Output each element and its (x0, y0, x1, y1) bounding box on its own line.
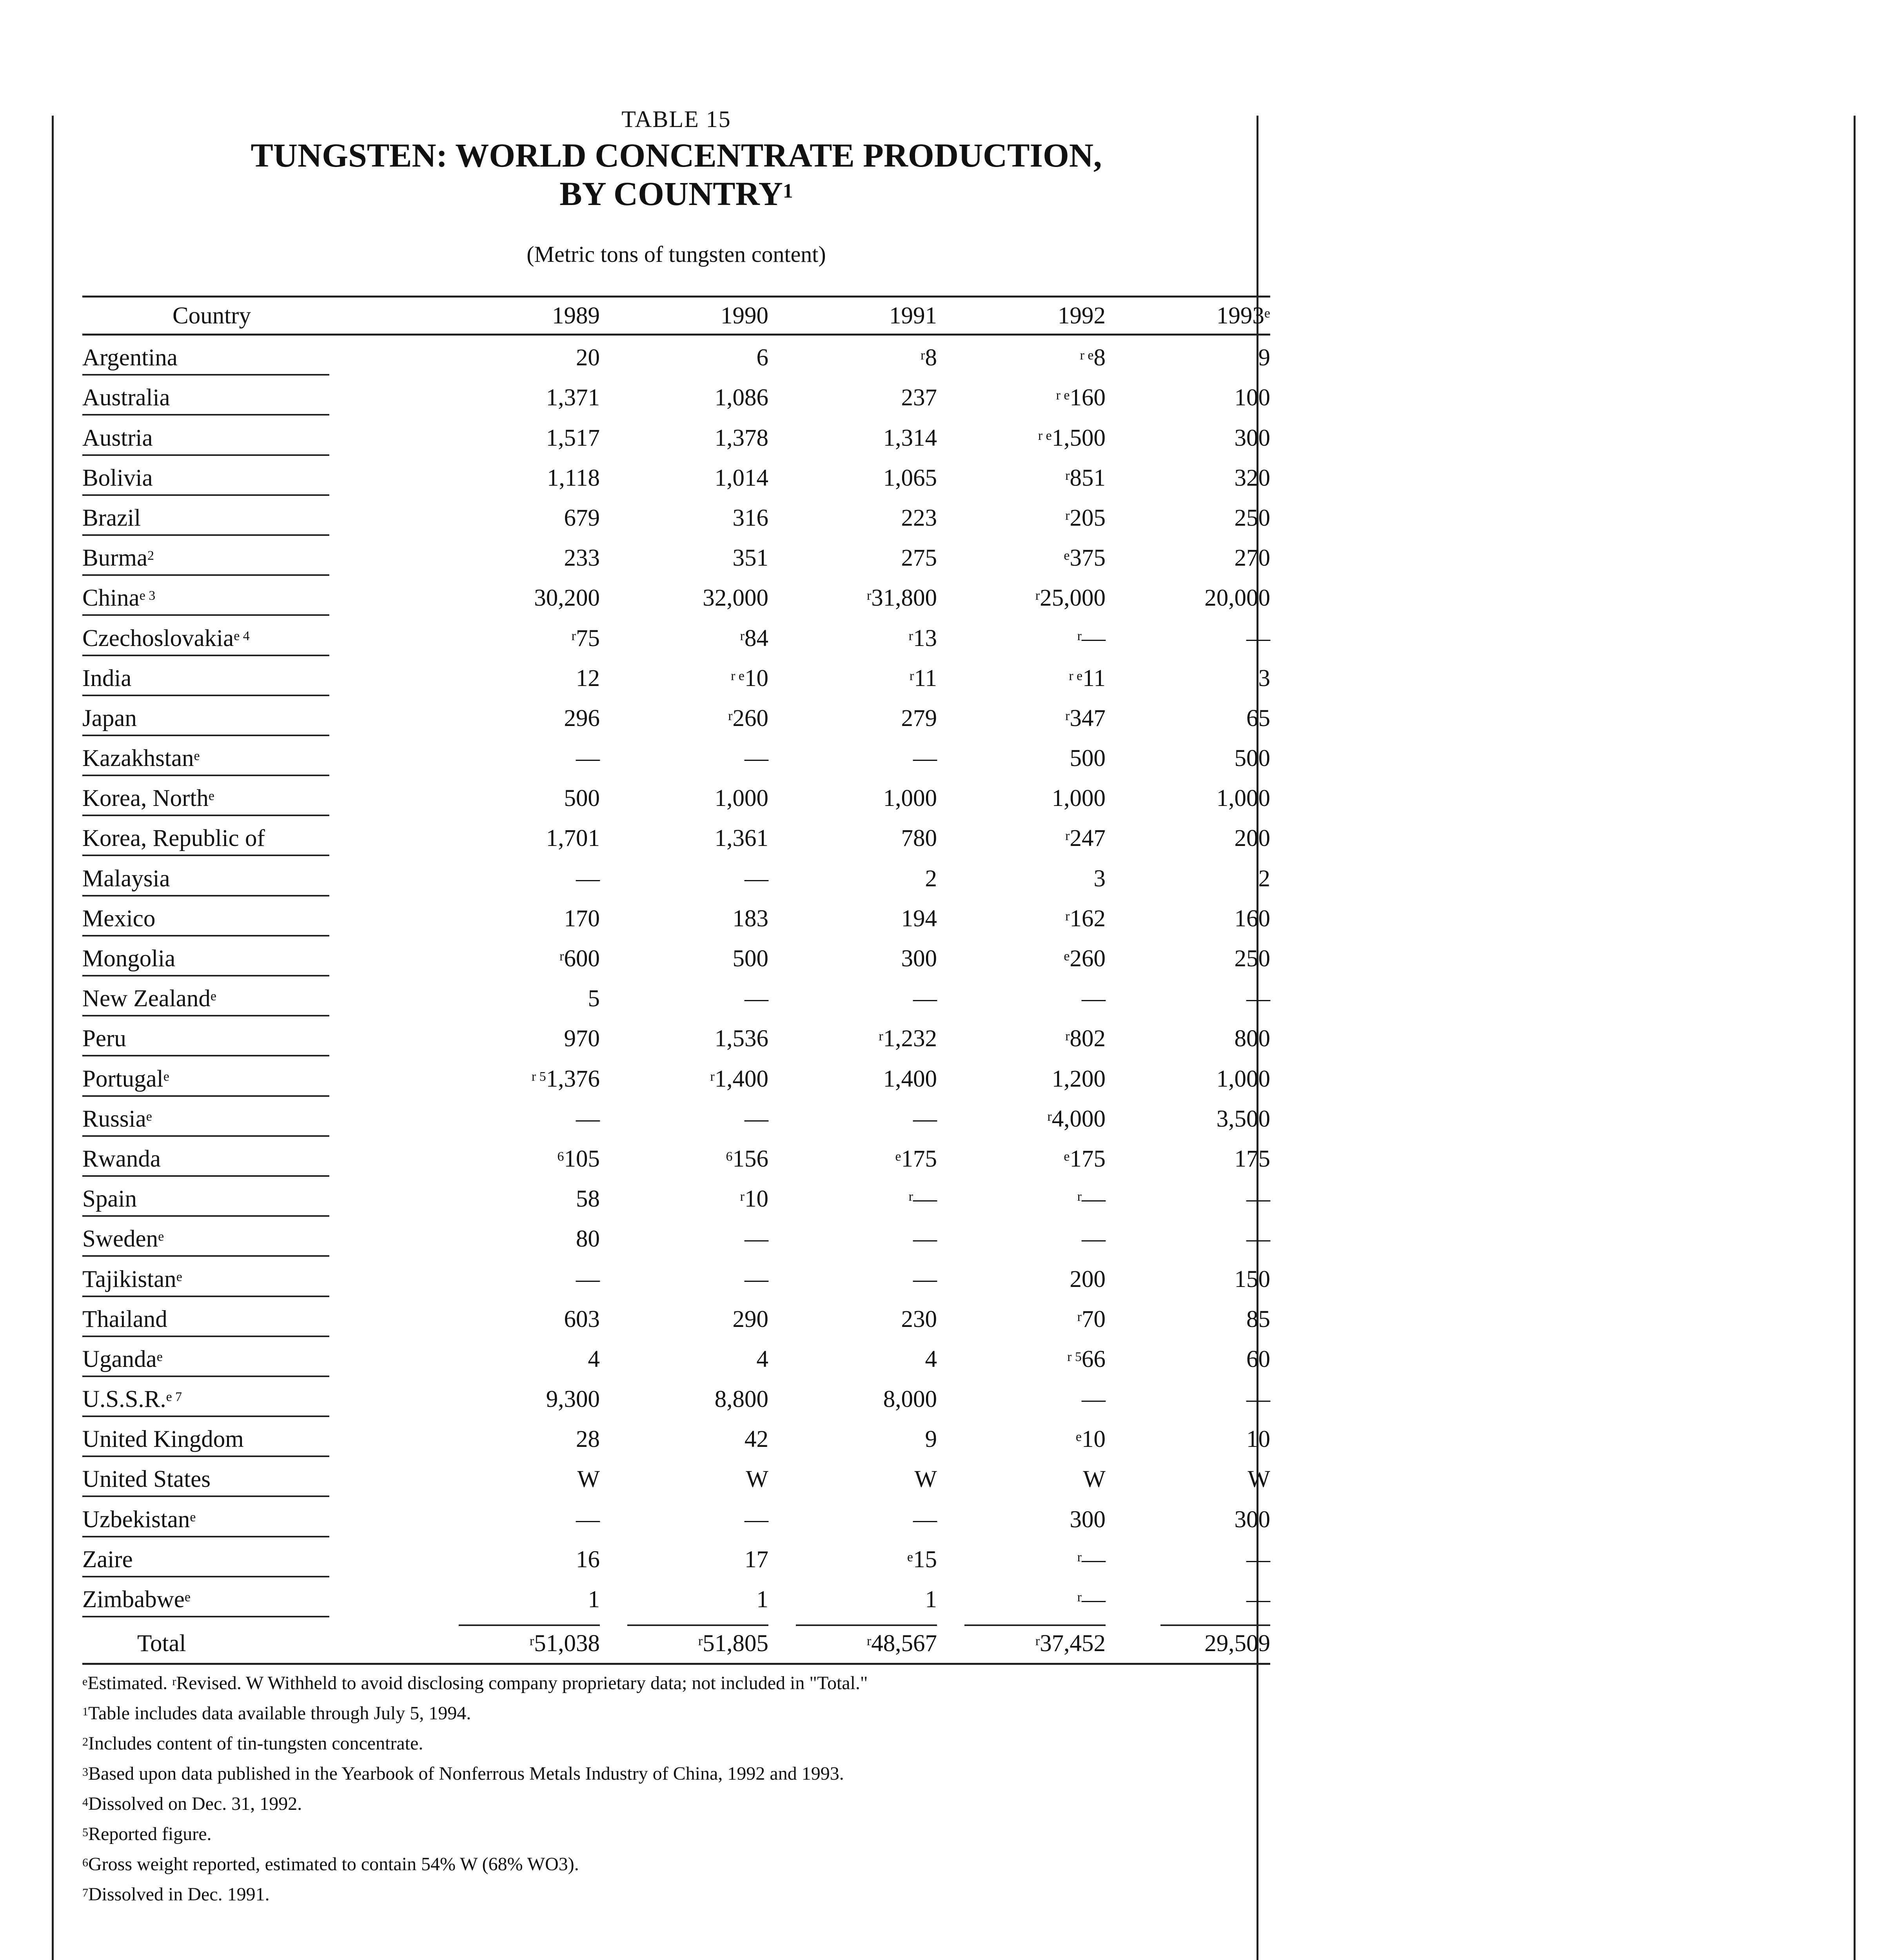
value-cell-1992: $^r$— (1077, 1586, 1106, 1613)
value-cell-1991: 2 (925, 865, 937, 892)
table-row (82, 936, 1270, 976)
value-cell-1989: — (576, 1266, 600, 1292)
value-cell-1991: — (913, 1105, 937, 1132)
value-cell-1993: 85 (1246, 1306, 1270, 1332)
value-cell-1989: $^r$75 (571, 625, 600, 652)
footnote-4: $^4$Dissolved on Dec. 31, 1992. (82, 1793, 302, 1815)
value-cell-1990: 500 (732, 946, 768, 972)
country-cell: Portugal$^e$ (82, 1056, 341, 1096)
value-cell-1993: W (1247, 1466, 1270, 1493)
value-cell-1992: $^r$162 (1065, 905, 1106, 932)
value-cell-1992: W (1083, 1466, 1106, 1493)
value-cell-1993: 800 (1234, 1025, 1270, 1052)
value-cell-1993: — (1246, 1386, 1270, 1413)
value-cell-1992: $^r$205 (1065, 505, 1106, 531)
value-cell-1993: 1,000 (1216, 1065, 1270, 1092)
value-cell-1990: 183 (732, 905, 768, 932)
value-cell-1989: 679 (564, 505, 600, 531)
header-1990: 1990 (627, 297, 796, 335)
value-cell-1989: 170 (564, 905, 600, 932)
value-cell-1992: $^e$175 (1064, 1145, 1106, 1172)
country-cell: New Zealand$^e$ (82, 976, 341, 1016)
table-title-line1: TUNGSTEN: WORLD CONCENTRATE PRODUCTION, (251, 136, 1102, 174)
value-cell-1989: 28 (576, 1426, 600, 1453)
value-cell-1990: $^{r e}$10 (731, 665, 768, 691)
value-cell-1991: W (914, 1466, 937, 1493)
header-country: Country (82, 297, 341, 335)
value-cell-1989: 603 (564, 1306, 600, 1332)
country-cell: Uzbekistan$^e$ (82, 1497, 341, 1537)
value-cell-1993: — (1246, 1546, 1270, 1573)
production-table (82, 296, 1270, 1657)
value-cell-1989: 30,200 (534, 585, 600, 612)
table-row (82, 1097, 1270, 1137)
value-cell-1990: 32,000 (703, 585, 768, 612)
value-cell-1990: 1,014 (714, 465, 768, 491)
value-cell-1991: 275 (901, 545, 937, 572)
value-cell-1993: 250 (1234, 946, 1270, 972)
value-cell-1990: — (744, 1266, 768, 1292)
country-cell: Rwanda (82, 1137, 341, 1177)
table-row (82, 1217, 1270, 1257)
footnote-5: $^5$Reported figure. (82, 1824, 212, 1845)
value-cell-1991: $^r$1,232 (879, 1025, 937, 1052)
value-cell-1990: 1,000 (714, 785, 768, 812)
country-cell: Japan (82, 696, 341, 736)
value-cell-1991: 194 (901, 905, 937, 932)
value-cell-1992: $^{r e}$8 (1080, 345, 1106, 371)
total-1989: $^r$51,038 (341, 1617, 627, 1657)
value-cell-1993: 270 (1234, 545, 1270, 572)
value-cell-1990: 290 (732, 1306, 768, 1332)
value-cell-1992: $^r$4,000 (1047, 1105, 1106, 1132)
value-cell-1993: 2 (1258, 865, 1270, 892)
table-row (82, 897, 1270, 936)
country-cell: Czechoslovakia$^{e 4}$ (82, 616, 341, 656)
table-row (82, 776, 1270, 816)
value-cell-1992: — (1082, 1226, 1106, 1252)
table-row (82, 1016, 1270, 1056)
value-cell-1989: $^{r 5}$1,376 (531, 1065, 600, 1092)
country-cell: Korea, North$^e$ (82, 776, 341, 816)
value-cell-1990: 351 (732, 545, 768, 572)
table-row (82, 1537, 1270, 1577)
table-row (82, 376, 1270, 416)
country-cell: Kazakhstan$^e$ (82, 736, 341, 776)
footnote-e: $^e$Estimated. $^r$Revised. W Withheld to avoid disclosing company proprietary data; not included in "Total." (82, 1673, 868, 1694)
value-cell-1990: 316 (732, 505, 768, 531)
table-block (82, 106, 1270, 1909)
value-cell-1989: 9,300 (546, 1386, 600, 1413)
value-cell-1989: 500 (564, 785, 600, 812)
value-cell-1993: — (1246, 1186, 1270, 1212)
value-cell-1991: — (913, 1506, 937, 1533)
table-row (82, 1417, 1270, 1457)
value-cell-1993: 1,000 (1216, 785, 1270, 812)
value-cell-1990: — (744, 985, 768, 1012)
value-cell-1990: — (744, 1105, 768, 1132)
value-cell-1990: 1,378 (714, 425, 768, 451)
total-1990: $^r$51,805 (627, 1617, 796, 1657)
value-cell-1989: 20 (576, 345, 600, 371)
value-cell-1989: 1 (588, 1586, 600, 1613)
header-1989: 1989 (341, 297, 627, 335)
country-cell: Brazil (82, 496, 341, 536)
value-cell-1989: — (576, 745, 600, 772)
country-cell: United Kingdom (82, 1417, 341, 1457)
header-1991: 1991 (796, 297, 964, 335)
value-cell-1993: 10 (1246, 1426, 1270, 1453)
country-cell: Austria (82, 416, 341, 456)
country-cell: Spain (82, 1177, 341, 1217)
table-row (82, 1377, 1270, 1417)
value-cell-1989: 1,517 (546, 425, 600, 451)
value-cell-1990: $^r$84 (740, 625, 768, 652)
table-row (82, 1297, 1270, 1337)
value-cell-1989: 1,118 (547, 465, 600, 491)
value-cell-1990: 6 (756, 345, 768, 371)
value-cell-1989: 16 (576, 1546, 600, 1573)
value-cell-1990: $^6$156 (726, 1145, 768, 1172)
value-cell-1989: — (576, 1105, 600, 1132)
value-cell-1990: 1,536 (714, 1025, 768, 1052)
value-cell-1993: 500 (1234, 745, 1270, 772)
table-title-line2-wrap (82, 174, 1270, 213)
value-cell-1989: — (576, 1506, 600, 1533)
country-cell: Tajikistan$^e$ (82, 1257, 341, 1297)
country-cell: Burma$^2$ (82, 536, 341, 576)
value-cell-1993: 100 (1234, 385, 1270, 411)
country-cell: Malaysia (82, 856, 341, 896)
value-cell-1990: 1,361 (714, 825, 768, 852)
header-row (82, 297, 1270, 335)
value-cell-1993: 20,000 (1204, 585, 1270, 612)
table-subtitle: (Metric tons of tungsten content) (527, 241, 826, 267)
value-cell-1993: 60 (1246, 1346, 1270, 1372)
value-cell-1991: $^r$13 (908, 625, 937, 652)
value-cell-1991: 1,400 (883, 1065, 937, 1092)
value-cell-1991: $^r$11 (909, 665, 937, 691)
total-row (82, 1617, 1270, 1657)
country-cell: Russia$^e$ (82, 1097, 341, 1137)
value-cell-1989: $^6$105 (557, 1145, 600, 1172)
value-cell-1992: $^e$260 (1064, 946, 1106, 972)
value-cell-1992: $^r$802 (1065, 1025, 1106, 1052)
value-cell-1993: 3,500 (1216, 1105, 1270, 1132)
total-1991: $^r$48,567 (796, 1617, 964, 1657)
table-row (82, 976, 1270, 1016)
table-row (82, 1177, 1270, 1217)
country-cell: Zaire (82, 1537, 341, 1577)
table-row (82, 496, 1270, 536)
value-cell-1992: $^r$247 (1065, 825, 1106, 852)
value-cell-1990: — (744, 865, 768, 892)
value-cell-1992: 300 (1070, 1506, 1106, 1533)
value-cell-1992: $^{r e}$1,500 (1038, 425, 1106, 451)
table-row (82, 616, 1270, 656)
value-cell-1992: 1,200 (1051, 1065, 1106, 1092)
value-cell-1992: — (1082, 985, 1106, 1012)
country-cell: Thailand (82, 1297, 341, 1337)
value-cell-1993: 250 (1234, 505, 1270, 531)
value-cell-1992: $^e$375 (1064, 545, 1106, 572)
value-cell-1993: 320 (1234, 465, 1270, 491)
value-cell-1989: 4 (588, 1346, 600, 1372)
value-cell-1992: $^r$— (1077, 1186, 1106, 1212)
value-cell-1992: $^r$347 (1065, 705, 1106, 731)
value-cell-1989: — (576, 865, 600, 892)
table-row (82, 816, 1270, 856)
value-cell-1992: 500 (1070, 745, 1106, 772)
value-cell-1992: $^r$851 (1065, 465, 1106, 491)
value-cell-1990: 4 (756, 1346, 768, 1372)
total-label-cell: Total (137, 1630, 186, 1657)
value-cell-1993: 3 (1258, 665, 1270, 691)
value-cell-1993: 160 (1234, 905, 1270, 932)
value-cell-1993: 175 (1234, 1145, 1270, 1172)
value-cell-1993: 200 (1234, 825, 1270, 852)
value-cell-1989: 233 (564, 545, 600, 572)
value-cell-1990: 17 (744, 1546, 768, 1573)
footnote-2: $^2$Includes content of tin-tungsten concentrate. (82, 1733, 423, 1754)
value-cell-1991: 4 (925, 1346, 937, 1372)
value-cell-1991: 1,314 (883, 425, 937, 451)
header-1993-note: e (1264, 306, 1270, 321)
value-cell-1993: — (1246, 625, 1270, 652)
header-1992: 1992 (964, 297, 1133, 335)
total-1993: 29,509 (1133, 1617, 1270, 1657)
country-cell: Korea, Republic of (82, 816, 341, 856)
country-cell: Argentina (82, 335, 341, 376)
value-cell-1992: 1,000 (1051, 785, 1106, 812)
right-margin-rule (1854, 116, 1856, 1960)
header-1993: 1993e (1133, 297, 1270, 335)
value-cell-1989: 12 (576, 665, 600, 691)
value-cell-1991: 780 (901, 825, 937, 852)
value-cell-1991: — (913, 1226, 937, 1252)
value-cell-1993: — (1246, 1586, 1270, 1613)
footnote-7: $^7$Dissolved in Dec. 1991. (82, 1884, 270, 1905)
footnotes (82, 1668, 1270, 1909)
table-row (82, 696, 1270, 736)
country-cell: China$^{e 3}$ (82, 576, 341, 616)
value-cell-1991: $^e$15 (907, 1546, 937, 1573)
table-row (82, 1056, 1270, 1096)
value-cell-1993: 65 (1246, 705, 1270, 731)
value-cell-1990: 1 (756, 1586, 768, 1613)
table-bottom-rule (82, 1663, 1270, 1665)
value-cell-1992: $^r$— (1077, 625, 1106, 652)
table-row (82, 335, 1270, 376)
value-cell-1991: — (913, 745, 937, 772)
value-cell-1989: 1,701 (546, 825, 600, 852)
value-cell-1991: — (913, 985, 937, 1012)
value-cell-1991: $^r$8 (921, 345, 937, 371)
table-row (82, 1137, 1270, 1177)
value-cell-1991: $^r$— (908, 1186, 937, 1212)
value-cell-1990: — (744, 1226, 768, 1252)
table-heading (82, 106, 1270, 267)
country-cell: Mexico (82, 897, 341, 936)
value-cell-1991: $^r$31,800 (866, 585, 937, 612)
table-row (82, 1257, 1270, 1297)
value-cell-1990: 42 (744, 1426, 768, 1453)
table-row (82, 1337, 1270, 1377)
value-cell-1992: $^{r e}$160 (1056, 385, 1106, 411)
value-cell-1993: — (1246, 1226, 1270, 1252)
value-cell-1989: 1,371 (546, 385, 600, 411)
country-cell: Bolivia (82, 456, 341, 496)
table-row (82, 456, 1270, 496)
value-cell-1990: $^r$260 (728, 705, 768, 731)
value-cell-1991: 223 (901, 505, 937, 531)
value-cell-1992: $^e$10 (1075, 1426, 1106, 1453)
value-cell-1991: 9 (925, 1426, 937, 1453)
table-row (82, 656, 1270, 696)
table-row (82, 1497, 1270, 1537)
country-cell: Mongolia (82, 936, 341, 976)
country-cell: U.S.S.R.$^{e 7}$ (82, 1377, 341, 1417)
value-cell-1989: 970 (564, 1025, 600, 1052)
table-row (82, 536, 1270, 576)
footnote-6: $^6$Gross weight reported, estimated to contain 54% W (68% WO3). (82, 1854, 579, 1875)
value-cell-1990: — (744, 745, 768, 772)
value-cell-1991: 8,000 (883, 1386, 937, 1413)
value-cell-1990: W (746, 1466, 768, 1493)
table-title-footnote: 1 (783, 180, 793, 202)
value-cell-1989: W (577, 1466, 600, 1493)
value-cell-1990: 1,086 (714, 385, 768, 411)
table-title (82, 136, 1270, 213)
value-cell-1992: $^{r e}$11 (1069, 665, 1106, 691)
value-cell-1992: $^r$25,000 (1035, 585, 1106, 612)
value-cell-1990: $^r$1,400 (710, 1065, 768, 1092)
footnote-3: $^3$Based upon data published in the Yearbook of Nonferrous Metals Industry of China, 1992 and 1993. (82, 1763, 844, 1784)
table-row (82, 576, 1270, 616)
total-1992: $^r$37,452 (964, 1617, 1133, 1657)
value-cell-1990: 8,800 (714, 1386, 768, 1413)
value-cell-1991: 1,000 (883, 785, 937, 812)
table-title-line2: BY COUNTRY (559, 175, 783, 212)
value-cell-1991: 279 (901, 705, 937, 731)
table-row (82, 1577, 1270, 1617)
table-number: TABLE 15 (621, 106, 731, 132)
value-cell-1991: 1 (925, 1586, 937, 1613)
country-cell: Sweden$^e$ (82, 1217, 341, 1257)
value-cell-1991: 1,065 (883, 465, 937, 491)
value-cell-1989: 296 (564, 705, 600, 731)
value-cell-1991: 230 (901, 1306, 937, 1332)
country-cell: Zimbabwe$^e$ (82, 1577, 341, 1617)
value-cell-1991: 237 (901, 385, 937, 411)
value-cell-1989: 80 (576, 1226, 600, 1252)
value-cell-1992: $^{r 5}$66 (1067, 1346, 1106, 1372)
country-cell: India (82, 656, 341, 696)
table-row (82, 416, 1270, 456)
value-cell-1993: — (1246, 985, 1270, 1012)
value-cell-1992: $^r$70 (1077, 1306, 1106, 1332)
value-cell-1991: — (913, 1266, 937, 1292)
table-row (82, 1457, 1270, 1497)
value-cell-1993: 9 (1258, 345, 1270, 371)
country-cell: Uganda$^e$ (82, 1337, 341, 1377)
value-cell-1993: 150 (1234, 1266, 1270, 1292)
country-cell: Australia (82, 376, 341, 416)
value-cell-1990: $^r$10 (740, 1186, 768, 1212)
country-cell: United States (82, 1457, 341, 1497)
value-cell-1993: 300 (1234, 1506, 1270, 1533)
table-row (82, 856, 1270, 896)
value-cell-1989: $^r$600 (559, 946, 600, 972)
value-cell-1989: 5 (588, 985, 600, 1012)
table-row (82, 736, 1270, 776)
country-cell: Peru (82, 1016, 341, 1056)
value-cell-1992: 3 (1093, 865, 1106, 892)
value-cell-1990: — (744, 1506, 768, 1533)
table-body (82, 335, 1270, 1618)
value-cell-1989: 58 (576, 1186, 600, 1212)
value-cell-1992: — (1082, 1386, 1106, 1413)
value-cell-1992: $^r$— (1077, 1546, 1106, 1573)
value-cell-1992: 200 (1070, 1266, 1106, 1292)
value-cell-1991: 300 (901, 946, 937, 972)
footnote-1: $^1$Table includes data available through July 5, 1994. (82, 1703, 471, 1724)
value-cell-1993: 300 (1234, 425, 1270, 451)
value-cell-1991: $^e$175 (895, 1145, 937, 1172)
left-margin-rule (52, 116, 54, 1960)
